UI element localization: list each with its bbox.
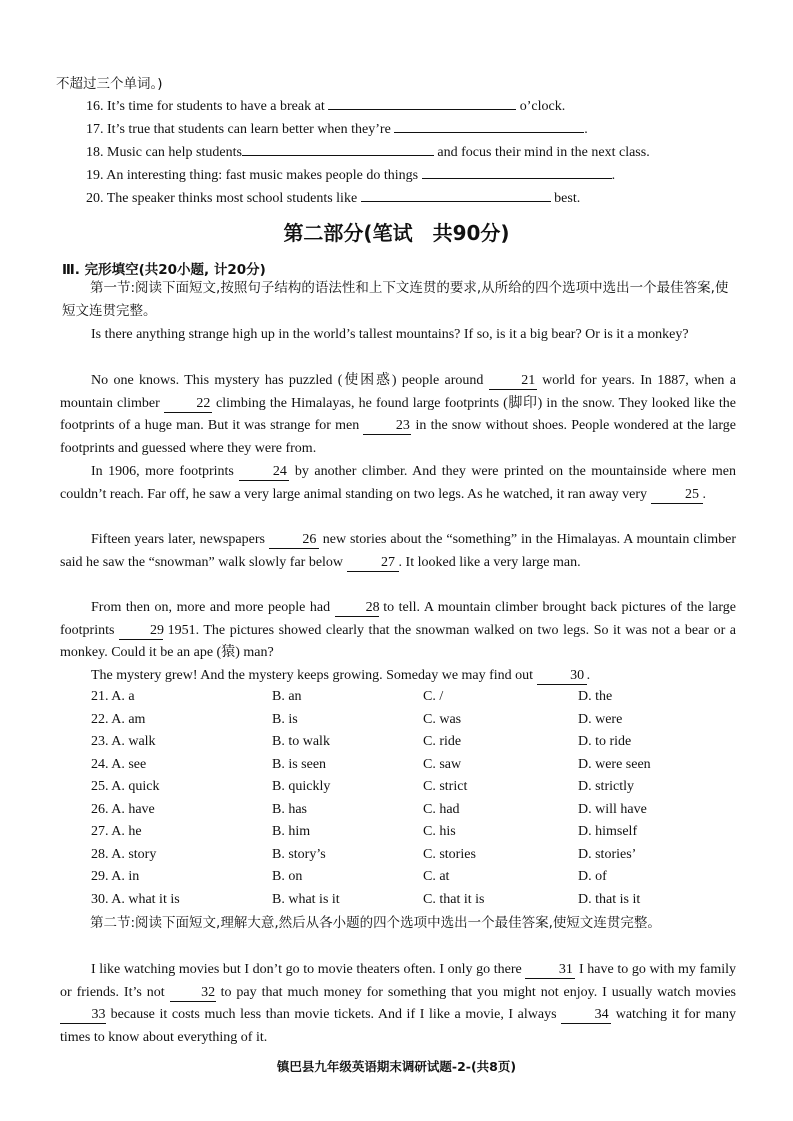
passage1-paragraph6: The mystery grew! And the mystery keeps growing. Someday we may find out 30 . bbox=[91, 668, 591, 683]
option-item-a[interactable]: 28. A. story bbox=[91, 846, 157, 862]
blank-23[interactable]: 23 bbox=[363, 418, 411, 435]
option-item[interactable]: C. strict bbox=[423, 779, 468, 794]
blank-34[interactable]: 34 bbox=[561, 1007, 611, 1024]
passage1-paragraph3: In 1906, more footprints 24 by another climber. And they were printed on the mountainside where men couldn’t reach. Far off, he saw a very large animal standing on two legs. As he watched, it ran away very 25 . bbox=[60, 464, 737, 502]
option-item[interactable]: B. has bbox=[272, 801, 307, 817]
option-item[interactable]: B. to walk bbox=[272, 734, 330, 749]
blank-24[interactable]: 24 bbox=[239, 464, 289, 481]
fill-item-19: 19. An interesting thing: fast music makes people do things . bbox=[86, 165, 615, 186]
blank-32[interactable]: 32 bbox=[170, 985, 216, 1002]
blank-29[interactable]: 29 bbox=[119, 623, 163, 640]
blank-25[interactable]: 25 bbox=[651, 487, 703, 504]
option-item-a[interactable]: 21. A. a bbox=[91, 689, 135, 704]
option-item[interactable]: C. stories bbox=[423, 846, 476, 862]
option-item[interactable]: D. to ride bbox=[578, 734, 632, 749]
option-item[interactable]: D. were seen bbox=[578, 756, 651, 772]
option-item-a[interactable]: 29. A. in bbox=[91, 869, 140, 884]
section-heading: Ⅲ. 完形填空(共20小题, 计20分) bbox=[62, 262, 266, 278]
blank-22[interactable]: 22 bbox=[164, 396, 212, 413]
option-item[interactable]: C. that it is bbox=[423, 891, 485, 907]
answer-blank[interactable] bbox=[422, 165, 612, 179]
section2-instruction: 第二节:阅读下面短文,理解大意,然后从各小题的四个选项中选出一个最佳答案,使短文连贯完整。 bbox=[90, 915, 661, 931]
option-item[interactable]: C. had bbox=[423, 801, 460, 817]
passage1-paragraph4: Fifteen years later, newspapers 26 new stories about the “something” in the Himalayas. A mountain climber said he saw the “snowman” walk slowly far below 27 . It looked like a very large man. bbox=[60, 532, 737, 570]
option-item-a[interactable]: 23. A. walk bbox=[91, 734, 156, 749]
option-item[interactable]: B. is bbox=[272, 711, 298, 727]
option-item[interactable]: C. was bbox=[423, 711, 462, 727]
option-item[interactable]: D. stories’ bbox=[578, 846, 637, 862]
option-item[interactable]: D. will have bbox=[578, 801, 647, 817]
option-item[interactable]: D. were bbox=[578, 711, 623, 727]
option-item[interactable]: D. himself bbox=[578, 824, 638, 839]
option-item-a[interactable]: 27. A. he bbox=[91, 824, 142, 839]
passage1-paragraph2: No one knows. This mystery has puzzled (使困惑) people around 21 world for years. In 1887, when a mountain climber 22 climbing the Himalayas, he found large footprints (脚印) in the snow. They looked like the footprints of a huge man. But it was strange for men 23 in the snow without shoes. People wondered at the large footprints and guessed where they were from. bbox=[60, 373, 737, 456]
option-item[interactable]: B. him bbox=[272, 824, 311, 839]
option-item[interactable]: C. saw bbox=[423, 756, 462, 772]
part-title: 第二部分(笔试 共90分) bbox=[283, 221, 510, 245]
option-item-a[interactable]: 22. A. am bbox=[91, 711, 146, 727]
passage2-paragraph: I like watching movies but I don’t go to movie theaters often. I only go there 31 I have to go with my family or friends. It’s not 32 to pay that much money for something that you might not enjoy. I usually watch movies 33 because it costs much less than movie tickets. And if I like a movie, I always 34 watching it for many times to know about everything of it. bbox=[60, 962, 737, 1045]
blank-27[interactable]: 27 bbox=[347, 555, 399, 572]
option-item[interactable]: B. is seen bbox=[272, 756, 327, 772]
passage1-paragraph1: Is there anything strange high up in the world’s tallest mountains? If so, is it a big bear? Or is it a monkey? bbox=[91, 327, 689, 342]
blank-28[interactable]: 28 bbox=[335, 600, 379, 617]
option-item[interactable]: D. strictly bbox=[578, 779, 634, 794]
section1-instruction: 第一节:阅读下面短文,按照句子结构的语法性和上下文连贯的要求,从所给的四个选项中选出一个最佳答案,使短文连贯完整。 bbox=[62, 280, 729, 319]
page-footer: 镇巴县九年级英语期末调研试题-2-(共8页) bbox=[276, 1059, 517, 1074]
answer-blank[interactable] bbox=[242, 142, 434, 156]
option-item[interactable]: D. that is it bbox=[578, 891, 641, 907]
option-item[interactable]: B. what is it bbox=[272, 891, 340, 907]
option-item[interactable]: B. on bbox=[272, 869, 303, 884]
answer-blank[interactable] bbox=[328, 96, 516, 110]
option-item[interactable]: C. at bbox=[423, 869, 450, 884]
answer-blank[interactable] bbox=[361, 188, 551, 202]
fill-item-16: 16. It’s time for students to have a break at o’clock. bbox=[86, 96, 565, 117]
option-item[interactable]: B. story’s bbox=[272, 846, 326, 862]
blank-21[interactable]: 21 bbox=[489, 373, 537, 390]
blank-33[interactable]: 33 bbox=[60, 1007, 106, 1024]
option-item-a[interactable]: 30. A. what it is bbox=[91, 891, 180, 907]
option-item[interactable]: D. of bbox=[578, 869, 607, 884]
option-item[interactable]: C. his bbox=[423, 824, 456, 839]
option-item[interactable]: C. / bbox=[423, 689, 444, 704]
answer-blank[interactable] bbox=[394, 119, 584, 133]
option-item-a[interactable]: 25. A. quick bbox=[91, 779, 160, 794]
fill-item-17: 17. It’s true that students can learn better when they’re . bbox=[86, 119, 588, 140]
option-item[interactable]: C. ride bbox=[423, 734, 462, 749]
option-item-a[interactable]: 26. A. have bbox=[91, 801, 155, 817]
option-item[interactable]: B. an bbox=[272, 689, 302, 704]
option-item[interactable]: D. the bbox=[578, 689, 613, 704]
blank-30[interactable]: 30 bbox=[537, 668, 587, 685]
fill-item-18: 18. Music can help students and focus their mind in the next class. bbox=[86, 142, 650, 163]
blank-26[interactable]: 26 bbox=[269, 532, 319, 549]
passage1-paragraph5: From then on, more and more people had 28 to tell. A mountain climber brought back pictures of the large footprints 29 1951. The pictures showed clearly that the snowman walked on two legs. So it was not a bear or a monkey. Could it be an ape (猿) man? bbox=[60, 600, 737, 661]
option-item-a[interactable]: 24. A. see bbox=[91, 756, 147, 772]
blank-31[interactable]: 31 bbox=[525, 962, 575, 979]
fill-item-20: 20. The speaker thinks most school students like best. bbox=[86, 188, 580, 209]
option-item[interactable]: B. quickly bbox=[272, 779, 331, 794]
top-note: 不超过三个单词。) bbox=[56, 76, 163, 92]
